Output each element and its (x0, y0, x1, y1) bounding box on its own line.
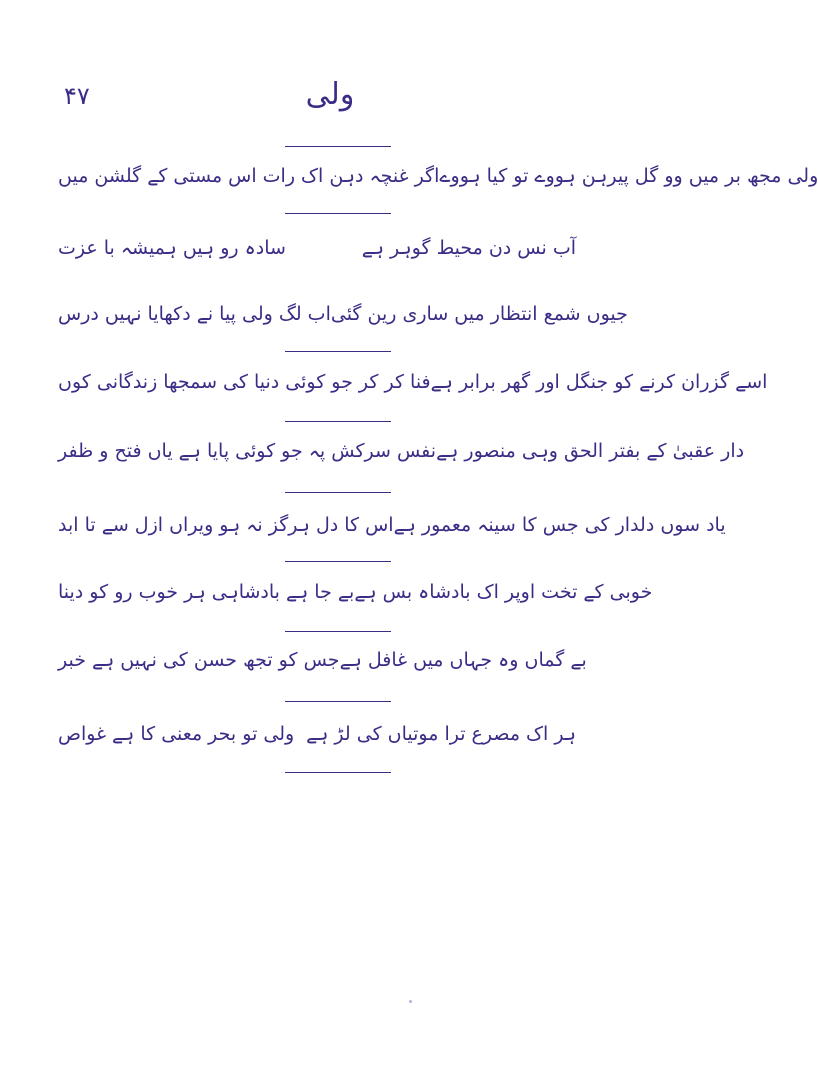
paper-speck (409, 1000, 412, 1003)
verse-line (58, 431, 745, 471)
separator-rule (285, 421, 391, 422)
verse-first-hemistich: فنا کر کر جو کوئی دنیا کی سمجھا زندگانی کوں (58, 371, 431, 393)
verse-first-hemistich: اگر غنچہ دہن اک رات اس مستی کے گلشن میں (58, 165, 440, 187)
verse-first-hemistich: سادہ رو ہیں ہمیشہ با عزت (58, 237, 286, 259)
verse-first-hemistich: ولی تو بحر معنی کا ہے غواص (58, 723, 295, 745)
page-number: ۴۷ (64, 82, 90, 110)
verse-line (58, 362, 768, 402)
verse-second-hemistich: یاد سوں دلدار کی جس کا سینہ معمور ہے (393, 514, 726, 536)
verse-second-hemistich: آب نس دن محیط گوہر ہے (361, 237, 576, 259)
verse-first-hemistich: بے جا ہے بادشاہی ہر خوب رو کو دینا (58, 581, 355, 603)
verse-second-hemistich: بے گماں وہ جہاں میں غافل ہے (339, 649, 587, 671)
separator-rule (285, 561, 391, 562)
verse-second-hemistich: ولی مجھ بر میں وو گل پیرہن ہووے تو کیا ہووے (439, 165, 818, 187)
verse-second-hemistich: اسے گزران کرنے کو جنگل اور گھر برابر ہے (430, 371, 768, 393)
separator-rule (285, 213, 391, 214)
separator-rule (285, 146, 391, 147)
verse-line (58, 714, 576, 754)
verse-first-hemistich: نفس سرکش پہ جو کوئی پایا ہے یاں فتح و ظفر (58, 440, 437, 462)
verse-line (58, 505, 726, 545)
separator-rule (285, 772, 391, 773)
verse-line (58, 228, 576, 268)
verse-first-hemistich: اب لگ ولی پیا نے دکھایا نہیں درس (58, 303, 331, 325)
verse-second-hemistich: دار عقبیٰ کے بفتر الحق وہی منصور ہے (436, 440, 745, 462)
verse-second-hemistich: جیوں شمع انتظار میں ساری رین گئی (330, 303, 628, 325)
verse-line (58, 156, 818, 196)
verse-second-hemistich: ہر اک مصرع ترا موتیاں کی لڑ ہے (306, 723, 576, 745)
separator-rule (285, 351, 391, 352)
verse-second-hemistich: خوبی کے تخت اوپر اک بادشاہ بس ہے (354, 581, 653, 603)
separator-rule (285, 631, 391, 632)
verse-line (58, 294, 628, 334)
verse-first-hemistich: جس کو تجھ حسن کی نہیں ہے خبر (58, 649, 340, 671)
verse-line (58, 572, 653, 612)
separator-rule (285, 492, 391, 493)
running-title: ولی (305, 77, 355, 112)
separator-rule (285, 701, 391, 702)
verse-first-hemistich: اس کا دل ہرگز نہ ہو ویراں ازل سے تا ابد (58, 514, 394, 536)
verse-line (58, 640, 587, 680)
